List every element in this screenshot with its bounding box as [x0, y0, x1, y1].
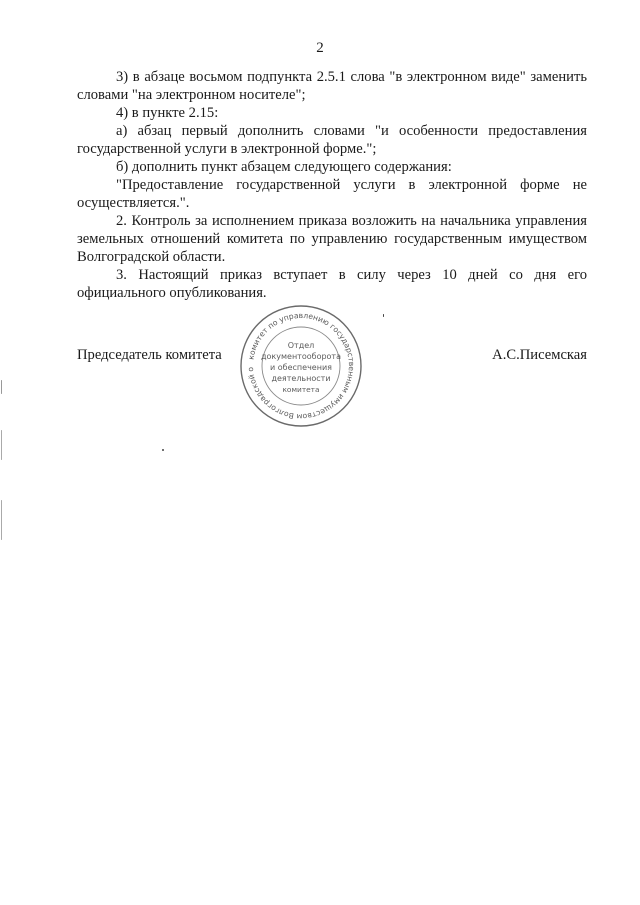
- stamp-center-line-5: комитета: [282, 385, 320, 394]
- paragraph-quote: "Предоставление государственной услуги в электронной форме не осуществляется.".: [77, 177, 587, 211]
- paragraph-subitem-b: б) дополнить пункт абзацем следующего содержания:: [116, 159, 452, 175]
- scan-speck: [162, 449, 164, 451]
- stamp-center-line-1: Отдел: [287, 341, 315, 350]
- scan-edge-mark: [1, 380, 2, 394]
- page-number: 2: [316, 40, 324, 56]
- signatory-position: Председатель комитета: [77, 347, 222, 363]
- stamp-center-line-3: и обеспечения: [270, 363, 332, 372]
- official-stamp-seal: [238, 303, 364, 429]
- stamp-ring-text: комитет по управлению государственным имуществом Волгоградской о: [245, 310, 357, 422]
- document-body: [77, 68, 587, 302]
- stamp-svg: [238, 303, 364, 429]
- paragraph-amendment-3: 3) в абзаце восьмом подпункта 2.5.1 слова "в электронном виде" заменить словами "на электронном носителе";: [77, 69, 587, 103]
- signatory-name: А.С.Писемская: [492, 347, 587, 363]
- paragraph-amendment-4: 4) в пункте 2.15:: [116, 105, 219, 121]
- paragraph-control: 2. Контроль за исполнением приказа возложить на начальника управления земельных отношений комитета по управлению государственным имуществом Волгоградской области.: [77, 213, 587, 265]
- paragraph-subitem-a: а) абзац первый дополнить словами "и особенности предоставления государственной услуги в электронной форме.";: [77, 123, 587, 157]
- scan-speck: [383, 314, 384, 317]
- stamp-center-line-4: деятельности: [271, 374, 331, 383]
- scan-edge-mark: [1, 500, 2, 540]
- stamp-center-line-2: документооборота: [261, 352, 341, 361]
- scan-edge-mark: [1, 430, 2, 460]
- paragraph-effective-date: 3. Настоящий приказ вступает в силу через 10 дней со дня его официального опубликования.: [77, 267, 587, 301]
